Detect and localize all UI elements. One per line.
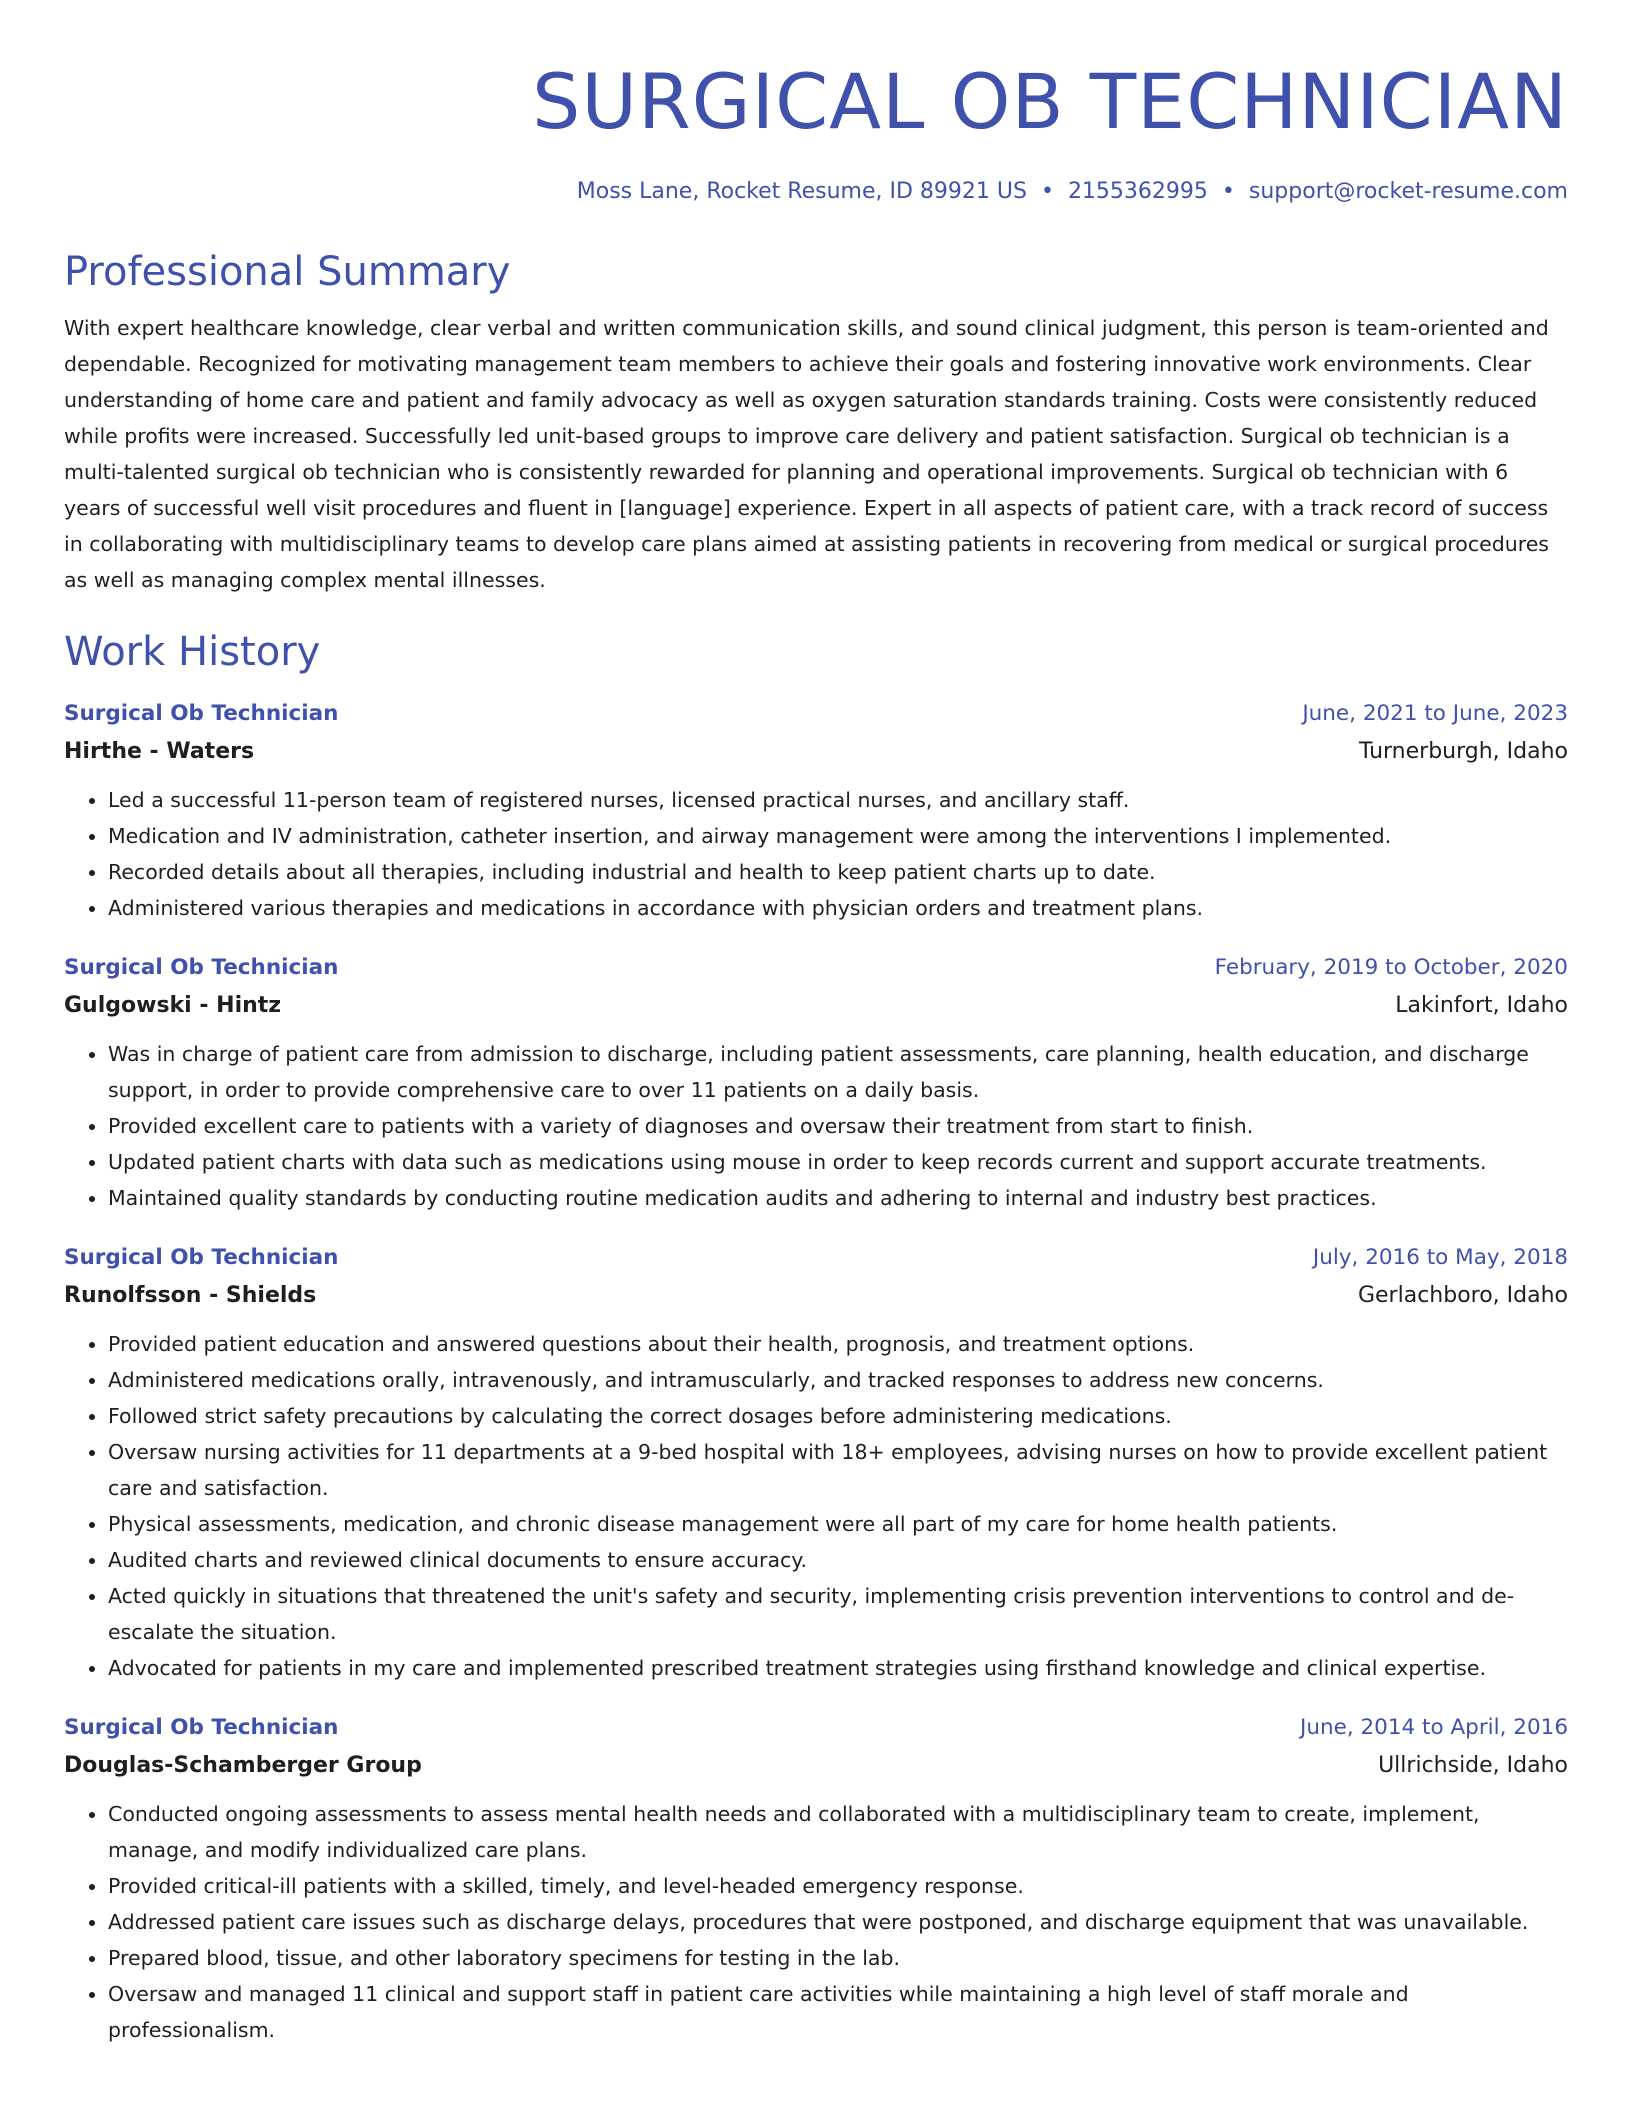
contact-line xyxy=(64,176,1568,208)
duty-item: • Conducted ongoing assessments to assess mental health needs and collaborated with a multidisciplinary team to create, implement, manage, and modify individualized care plans. xyxy=(108,1796,1568,1868)
work-history-heading: Work History xyxy=(64,629,321,675)
job-title-row xyxy=(64,1240,1568,1276)
contact-separator: • xyxy=(1221,179,1235,204)
duty-item: • Oversaw and managed 11 clinical and support staff in patient care activities while maintaining a high level of staff morale and professionalism. xyxy=(108,1976,1568,2048)
job-location: Gerlachboro, Idaho xyxy=(1357,1283,1568,1308)
job-company: Runolfsson - Shields xyxy=(64,1283,317,1308)
summary-heading: Professional Summary xyxy=(64,249,511,295)
job-title-row xyxy=(64,696,1568,732)
job-company: Gulgowski - Hintz xyxy=(64,993,282,1018)
contact-email[interactable]: support@rocket-resume.com xyxy=(1248,179,1568,204)
job-location: Lakinfort, Idaho xyxy=(1395,993,1568,1018)
job-title: Surgical Ob Technician xyxy=(64,955,339,980)
job-company: Hirthe - Waters xyxy=(64,739,255,764)
job-duties-list xyxy=(64,782,1568,926)
job-company-row xyxy=(64,986,1568,1026)
contact-address: Moss Lane, Rocket Resume, ID 89921 US xyxy=(576,179,1027,204)
duty-item: • Medication and IV administration, catheter insertion, and airway management were among the interventions I implemented. xyxy=(108,818,1568,854)
duty-item: • Advocated for patients in my care and implemented prescribed treatment strategies using firsthand knowledge and clinical expertise. xyxy=(108,1650,1568,1686)
duty-item: • Oversaw nursing activities for 11 departments at a 9-bed hospital with 18+ employees, advising nurses on how to provide excellent patient care and satisfaction. xyxy=(108,1434,1568,1506)
job-duties-list xyxy=(64,1036,1568,1216)
duty-item: • Physical assessments, medication, and chronic disease management were all part of my care for home health patients. xyxy=(108,1506,1568,1542)
job-dates: June, 2021 to June, 2023 xyxy=(1302,701,1568,726)
duty-item: • Recorded details about all therapies, including industrial and health to keep patient charts up to date. xyxy=(108,854,1568,890)
job-company-row xyxy=(64,1276,1568,1316)
job-title-row xyxy=(64,1710,1568,1746)
job-company: Douglas-Schamberger Group xyxy=(64,1753,422,1778)
duty-item: • Was in charge of patient care from admission to discharge, including patient assessments, care planning, health education, and discharge support, in order to provide comprehensive care to over 11 patients on a daily basis. xyxy=(108,1036,1568,1108)
duty-item: • Provided excellent care to patients with a variety of diagnoses and oversaw their treatment from start to finish. xyxy=(108,1108,1568,1144)
job-title: Surgical Ob Technician xyxy=(64,701,339,726)
job-company-row xyxy=(64,1746,1568,1786)
job-entry xyxy=(64,950,1568,1216)
duty-item: • Maintained quality standards by conducting routine medication audits and adhering to internal and industry best practices. xyxy=(108,1180,1568,1216)
duty-item: • Provided patient education and answered questions about their health, prognosis, and treatment options. xyxy=(108,1326,1568,1362)
job-dates: June, 2014 to April, 2016 xyxy=(1300,1715,1568,1740)
job-duties-list xyxy=(64,1796,1568,2048)
work-history-list xyxy=(64,696,1568,2048)
job-entry xyxy=(64,1710,1568,2048)
duty-item: • Administered various therapies and medications in accordance with physician orders and treatment plans. xyxy=(108,890,1568,926)
duty-item: • Updated patient charts with data such as medications using mouse in order to keep records current and support accurate treatments. xyxy=(108,1144,1568,1180)
job-company-row xyxy=(64,732,1568,772)
duty-item: • Addressed patient care issues such as discharge delays, procedures that were postponed, and discharge equipment that was unavailable. xyxy=(108,1904,1568,1940)
duty-item: • Administered medications orally, intravenously, and intramuscularly, and tracked responses to address new concerns. xyxy=(108,1362,1568,1398)
job-title-row xyxy=(64,950,1568,986)
job-duties-list xyxy=(64,1326,1568,1686)
duty-item: • Led a successful 11-person team of registered nurses, licensed practical nurses, and ancillary staff. xyxy=(108,782,1568,818)
duty-item: • Provided critical-ill patients with a skilled, timely, and level-headed emergency response. xyxy=(108,1868,1568,1904)
duty-item: • Acted quickly in situations that threatened the unit's safety and security, implementing crisis prevention interventions to control and de-escalate the situation. xyxy=(108,1578,1568,1650)
job-entry xyxy=(64,696,1568,926)
contact-separator: • xyxy=(1040,179,1054,204)
resume-name: SURGICAL OB TECHNICIAN xyxy=(532,57,1568,146)
job-location: Ullrichside, Idaho xyxy=(1378,1753,1568,1778)
duty-item: • Audited charts and reviewed clinical documents to ensure accuracy. xyxy=(108,1542,1568,1578)
job-dates: February, 2019 to October, 2020 xyxy=(1214,955,1568,980)
job-entry xyxy=(64,1240,1568,1686)
job-title: Surgical Ob Technician xyxy=(64,1245,339,1270)
resume-header xyxy=(64,0,1568,208)
contact-phone: 2155362995 xyxy=(1067,179,1208,204)
duty-item: • Prepared blood, tissue, and other laboratory specimens for testing in the lab. xyxy=(108,1940,1568,1976)
job-title: Surgical Ob Technician xyxy=(64,1715,339,1740)
duty-item: • Followed strict safety precautions by calculating the correct dosages before administering medications. xyxy=(108,1398,1568,1434)
job-location: Turnerburgh, Idaho xyxy=(1358,739,1568,764)
job-dates: July, 2016 to May, 2018 xyxy=(1312,1245,1568,1270)
summary-text: With expert healthcare knowledge, clear verbal and written communication skills, and sound clinical judgment, this person is team-oriented and dependable. Recognized for motivating management team members to achieve their goals and fostering innovative work environments. Clear understanding of home care and patient and family advocacy as well as oxygen saturation standards training. Costs were consistently reduced while profits were increased. Successfully led unit-based groups to improve care delivery and patient satisfaction. Surgical ob technician is a multi-talented surgical ob technician who is consistently rewarded for planning and operational improvements. Surgical ob technician with 6 years of successful well visit procedures and fluent in [language] experience. Expert in all aspects of patient care, with a track record of success in collaborating with multidisciplinary teams to develop care plans aimed at assisting patients in recovering from medical or surgical procedures as well as managing complex mental illnesses. xyxy=(64,316,1549,592)
